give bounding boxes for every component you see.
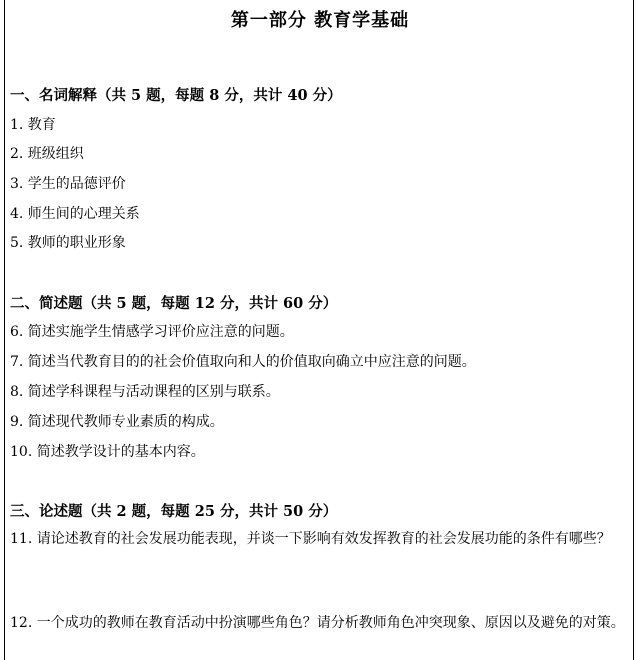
section-heading-short-answer: 二、简述题（共 5 题，每题 12 分，共计 60 分） (10, 295, 338, 312)
question-item: 9. 简述现代教师专业素质的构成。 (10, 414, 224, 430)
document-title: 第一部分 教育学基础 (230, 10, 410, 31)
question-item: 11. 请论述教育的社会发展功能表现，并谈一下影响有效发挥教育的社会发展功能的条件有哪些？ (10, 531, 611, 547)
question-item: 2. 班级组织 (10, 146, 84, 162)
question-item: 10. 简述教学设计的基本内容。 (10, 444, 205, 460)
question-item: 3. 学生的品德评价 (10, 176, 126, 192)
question-item: 1. 教育 (10, 117, 56, 133)
question-item: 12. 一个成功的教师在教育活动中扮演哪些角色？请分析教师角色冲突现象、原因以及避免的对策。 (10, 615, 625, 631)
section-heading-essay: 三、论述题（共 2 题，每题 25 分，共计 50 分） (10, 503, 338, 520)
section-heading-definitions: 一、名词解释（共 5 题，每题 8 分，共计 40 分） (10, 87, 342, 104)
question-item: 4. 师生间的心理关系 (10, 206, 140, 222)
question-item: 8. 简述学科课程与活动课程的区别与联系。 (10, 384, 280, 400)
question-item: 7. 简述当代教育目的的社会价值取向和人的价值取向确立中应注意的问题。 (10, 354, 476, 370)
question-item: 6. 简述实施学生情感学习评价应注意的问题。 (10, 324, 294, 340)
question-item: 5. 教师的职业形象 (10, 235, 126, 251)
